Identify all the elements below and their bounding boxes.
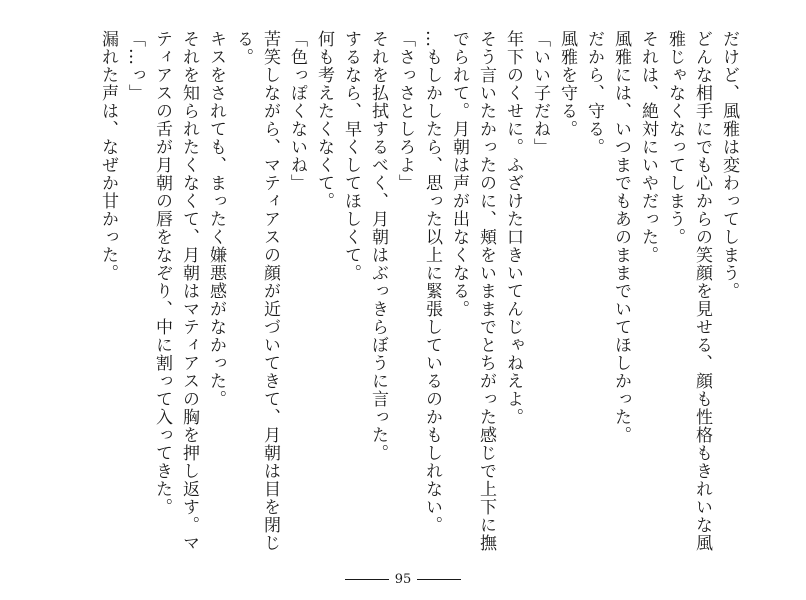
text-line: 「色っぽくないね」 [287,30,307,192]
page-footer [0,572,806,587]
text-line: 何も考えたくなくて。 [314,30,334,210]
text-line: それを知られたくなくて、月朝はマティアスの胸を押し返す。マ [179,30,199,552]
text-line: 漏れた声は、なぜか甘かった。 [98,30,118,282]
text-line: …もしかしたら、思った以上に緊張しているのかもしれない。 [422,30,442,534]
text-line: ティアスの舌が月朝の唇をなぞり、中に割って入ってきた。 [152,30,172,516]
page-number: 95 [394,572,412,587]
text-line: 苦笑しながら、マティアスの顔が近づいてきて、月朝は目を閉じ [260,30,280,552]
text-line: どんな相手にでも心からの笑顔を見せる、顔も性格もきれいな風 [692,30,712,552]
text-line: だけど、風雅は変わってしまう。 [719,30,739,300]
body-text [94,30,742,550]
footer-rule-right [417,579,461,580]
text-line: 「…っ」 [125,30,145,102]
text-line: それを払拭するべく、月朝はぶっきらぼうに言った。 [368,30,388,462]
text-line: だから、守る。 [584,30,604,156]
text-line: 雅じゃなくなってしまう。 [665,30,685,246]
text-line: 「いい子だね」 [530,30,550,156]
text-line: それは、絶対にいやだった。 [638,30,658,264]
text-line: 年下のくせに。ふざけた口きいてんじゃねえよ。 [503,30,523,426]
text-line: するなら、早くしてほしくて。 [341,30,361,282]
text-line: そう言いたかったのに、頬をいままでとちがった感じで上下に撫 [476,30,496,552]
text-line: 風雅を守る。 [557,30,577,138]
text-line: 風雅には、いつまでもあのままでいてほしかった。 [611,30,631,444]
text-line: キスをされても、まったく嫌悪感がなかった。 [206,30,226,408]
text-line: 「さっさとしろよ」 [395,30,415,192]
text-line: る。 [233,30,253,66]
text-line: でられて。月朝は声が出なくなる。 [449,30,469,318]
footer-rule-left [345,579,389,580]
